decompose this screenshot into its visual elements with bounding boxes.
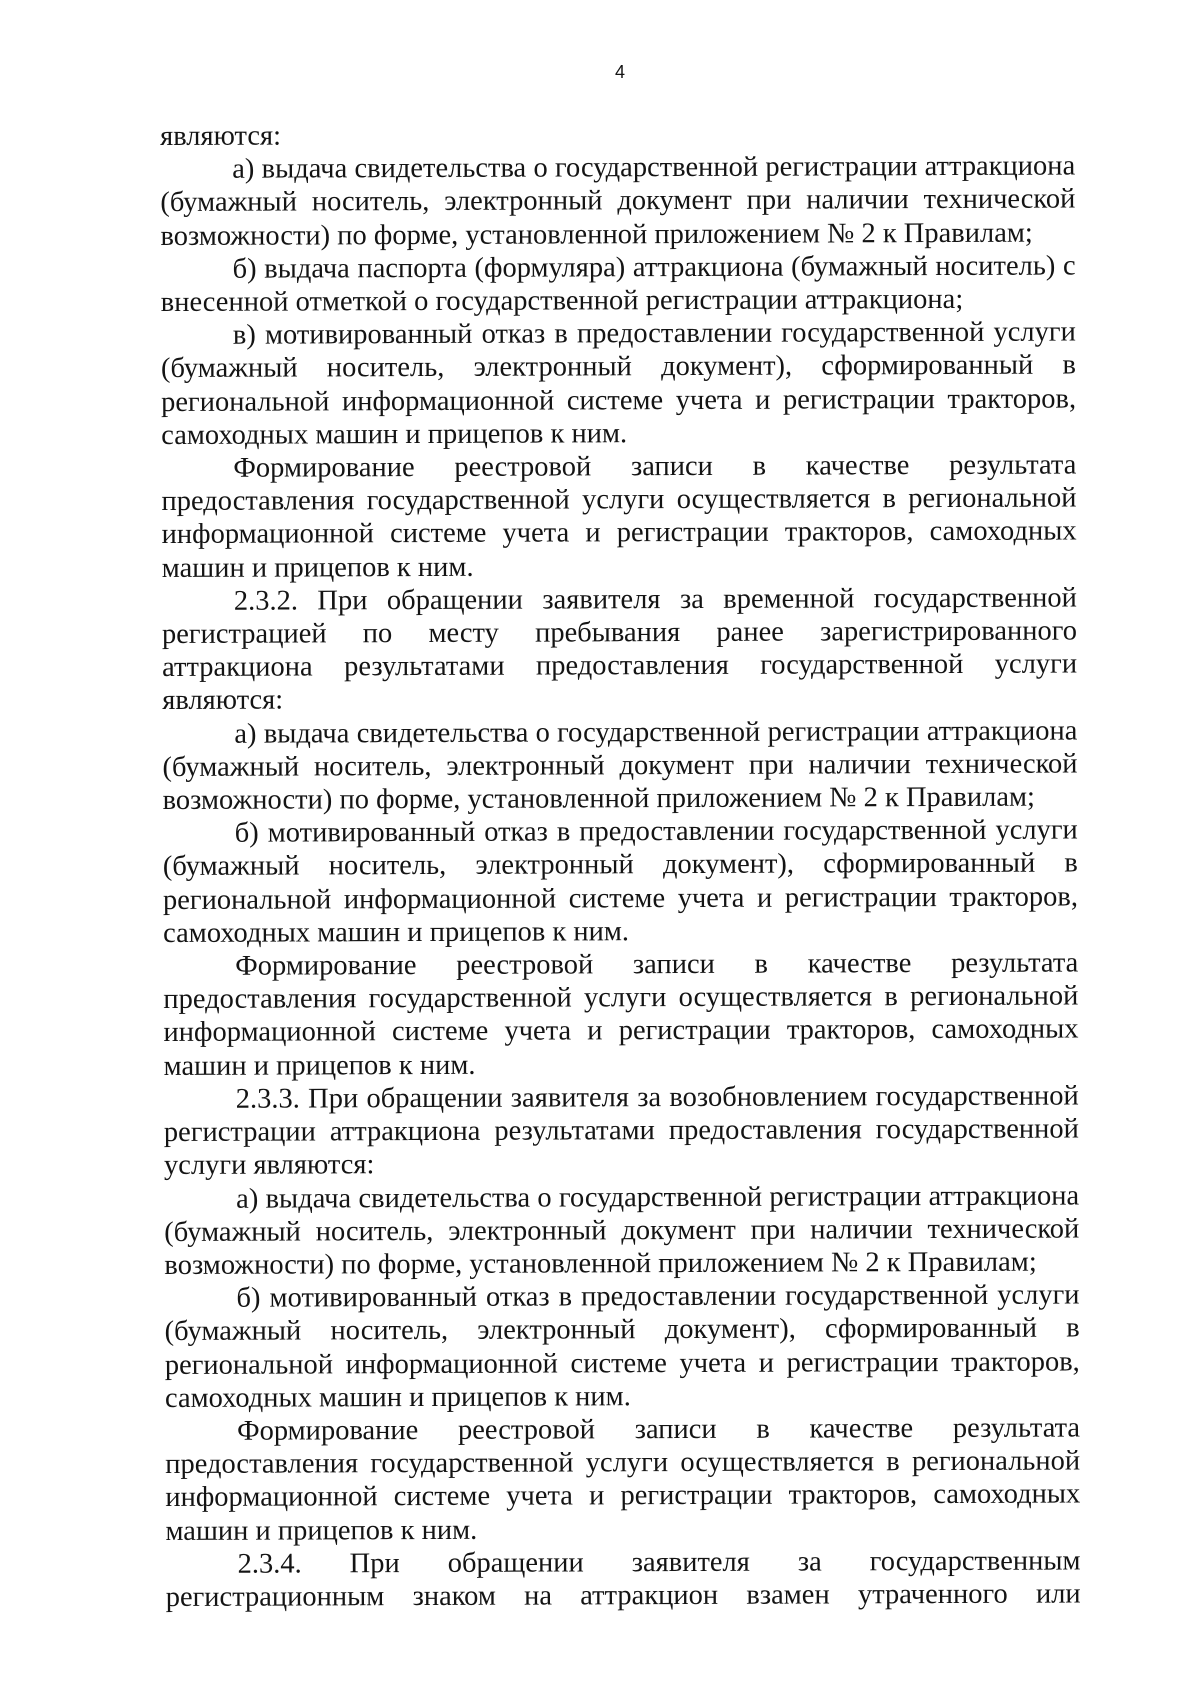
paragraph: Формирование реестровой записи в качестве результата предоставления государственной услуги осуществляется в региональной информационной системе учета и регистрации тракторов, самоходных машин и прицепов к ним. [165, 1412, 1081, 1547]
paragraph: а) выдача свидетельства о государственной регистрации аттракциона (бумажный носитель, электронный документ при наличии технической возможности) по форме, установленной приложением № 2 к Правилам; [162, 715, 1078, 817]
paragraph: б) выдача паспорта (формуляра) аттракциона (бумажный носитель) с внесенной отметкой о государственной регистрации аттракциона; [160, 250, 1076, 319]
paragraph: 2.3.3. При обращении заявителя за возобновлением государственной регистрации аттракциона результатами предоставления государственной услуги являются: [163, 1080, 1079, 1182]
paragraph: 2.3.4. При обращении заявителя за государственным регистрационным знаком на аттракцион взамен утраченного или [165, 1545, 1081, 1613]
paragraph: Формирование реестровой записи в качестве результата предоставления государственной услуги осуществляется в региональной информационной системе учета и регистрации тракторов, самоходных машин и прицепов к ним. [161, 449, 1077, 584]
paragraph: 2.3.2. При обращении заявителя за временной государственной регистрацией по месту пребывания ранее зарегистрированного аттракциона результатами предоставления государственной услуги являются: [161, 582, 1078, 717]
page-number: 4 [614, 62, 625, 82]
paragraph: являются: [160, 120, 282, 152]
paragraph: Формирование реестровой записи в качестве результата предоставления государственной услуги осуществляется в региональной информационной системе учета и регистрации тракторов, самоходных машин и прицепов к ним. [163, 947, 1079, 1082]
paragraph: б) мотивированный отказ в предоставлении государственной услуги (бумажный носитель, электронный документ), сформированный в региональной информационной системе учета и регистрации тракторов, самоходных машин и прицепов к ним. [162, 814, 1079, 949]
paragraph: б) мотивированный отказ в предоставлении государственной услуги (бумажный носитель, электронный документ), сформированный в региональной информационной системе учета и регистрации тракторов, самоходных машин и прицепов к ним. [164, 1279, 1080, 1414]
document-body [160, 116, 1081, 1614]
paragraph: а) выдача свидетельства о государственной регистрации аттракциона (бумажный носитель, электронный документ при наличии технической возможности) по форме, установленной приложением № 2 к Правилам; [164, 1179, 1080, 1281]
paragraph: а) выдача свидетельства о государственной регистрации аттракциона (бумажный носитель, электронный документ при наличии технической возможности) по форме, установленной приложением № 2 к Правилам; [160, 150, 1076, 252]
paragraph: в) мотивированный отказ в предоставлении государственной услуги (бумажный носитель, электронный документ), сформированный в региональной информационной системе учета и регистрации тракторов, самоходных машин и прицепов к ним. [160, 316, 1077, 451]
